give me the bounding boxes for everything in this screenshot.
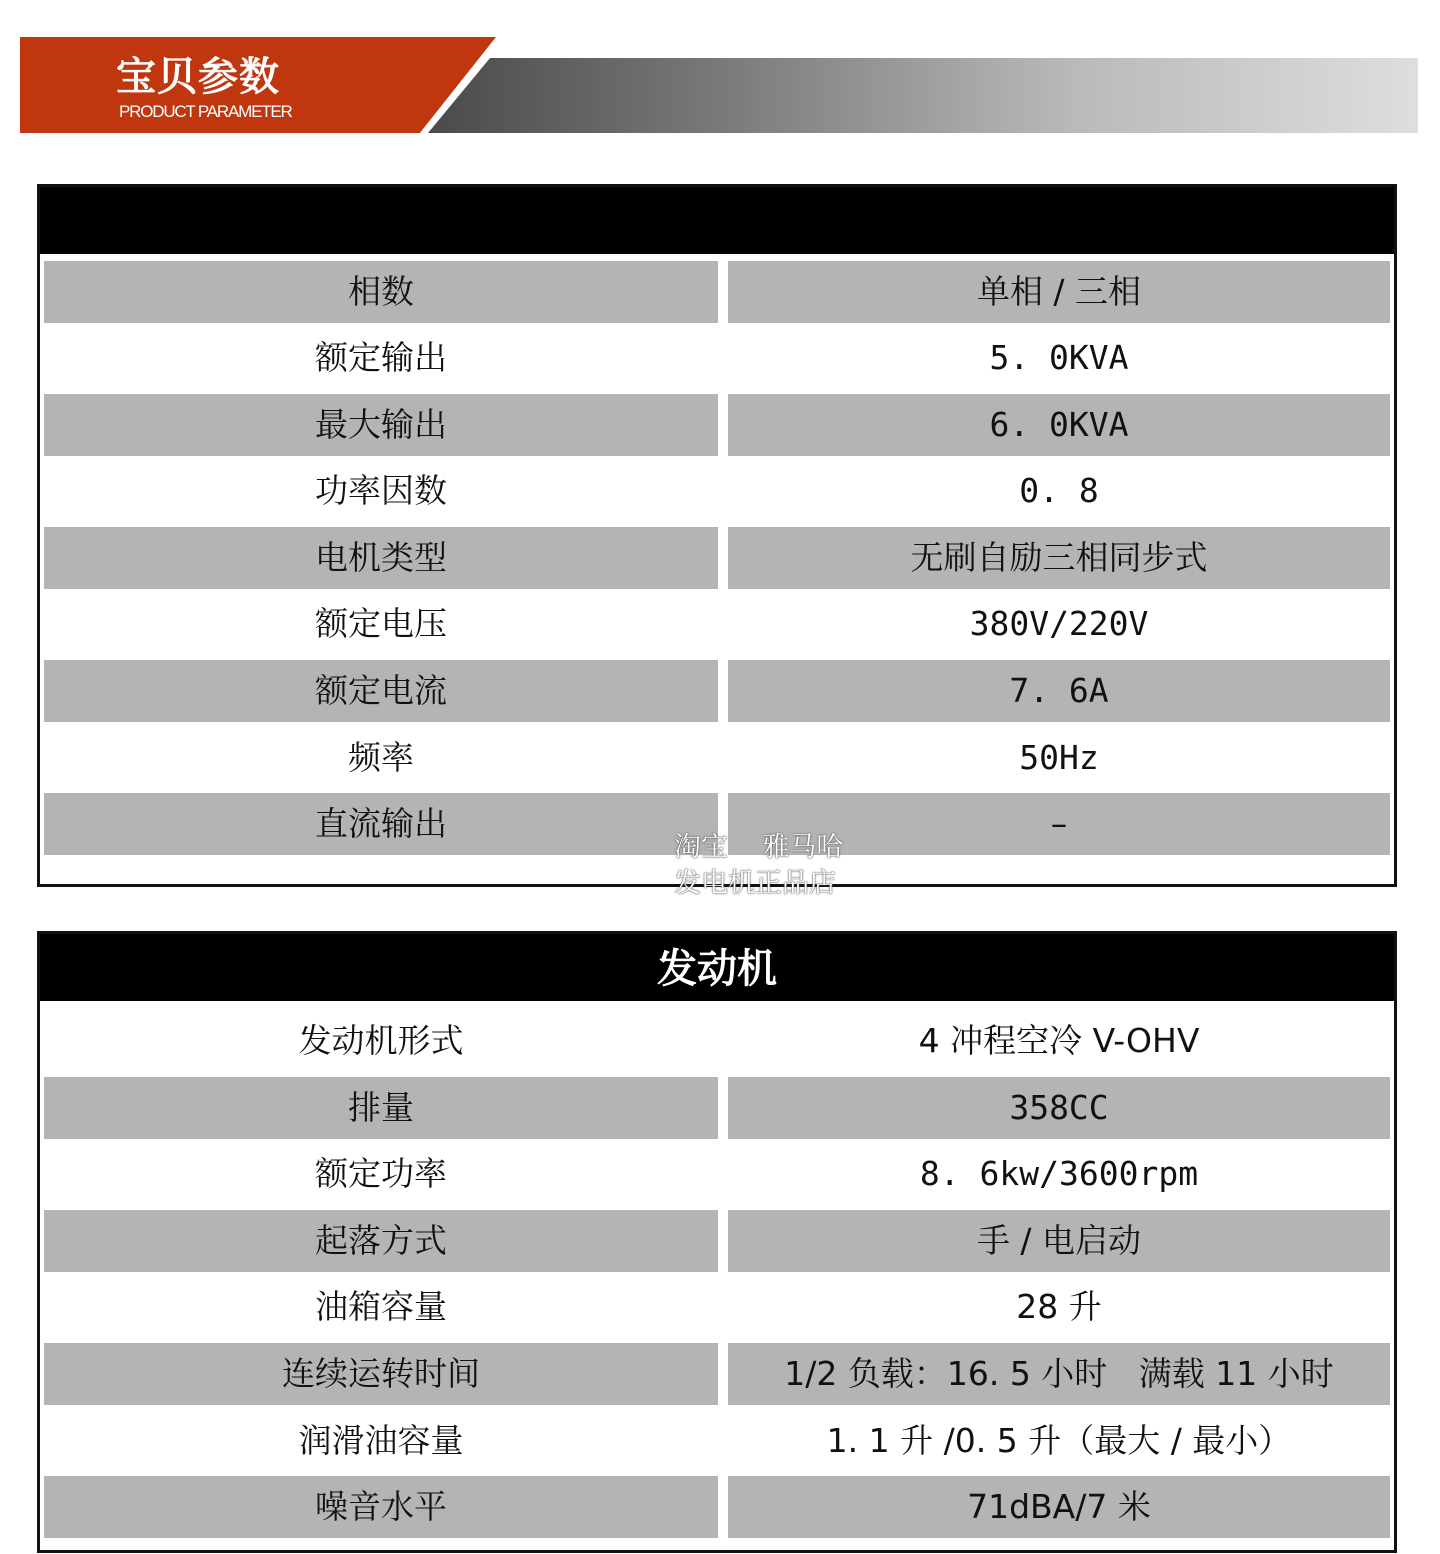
spec-label: 最大输出: [44, 394, 718, 456]
spec-label: 额定电压: [315, 604, 447, 643]
banner-title: 宝贝参数: [116, 54, 280, 100]
shop-watermark: [674, 830, 843, 902]
table-row: [44, 327, 1390, 389]
engine-spec-table: [37, 931, 1397, 1553]
spec-label: 排量: [44, 1077, 718, 1139]
table-row: [44, 593, 1390, 655]
spec-label: 功率因数: [315, 471, 447, 510]
spec-value: 380V/220V: [969, 604, 1149, 643]
spec-label: 额定电流: [44, 660, 718, 722]
spec-value: 71dBA/7 米: [728, 1476, 1390, 1538]
generator-spec-table: [37, 184, 1397, 887]
spec-label: 润滑油容量: [298, 1421, 464, 1460]
section-banner: [0, 0, 1440, 140]
banner-gradient-bar: [428, 58, 1418, 133]
spec-value: 0. 8: [1019, 471, 1099, 510]
table-row: [44, 1276, 1390, 1338]
spec-value: 50Hz: [1019, 738, 1099, 777]
table-row: [44, 727, 1390, 789]
spec-value: 28 升: [1016, 1287, 1102, 1326]
table-row: [44, 1410, 1390, 1472]
spec-value: –: [728, 793, 1390, 855]
table-row: [44, 394, 1390, 456]
spec-label: 电机类型: [44, 527, 718, 589]
spec-value: 8. 6kw/3600rpm: [919, 1154, 1199, 1193]
spec-value: 358CC: [728, 1077, 1390, 1139]
table-row: [44, 527, 1390, 589]
table-row: [44, 261, 1390, 323]
spec-label: 直流输出: [44, 793, 718, 855]
table-row: [44, 1010, 1390, 1072]
spec-label: 起落方式: [44, 1210, 718, 1272]
spec-value: 无刷自励三相同步式: [728, 527, 1390, 589]
spec-label: 油箱容量: [315, 1287, 447, 1326]
spec-value: 5. 0KVA: [989, 338, 1129, 377]
table-row: [44, 460, 1390, 522]
spec-label: 额定输出: [315, 338, 447, 377]
spec-value: 1/2 负载：16. 5 小时 满载 11 小时: [728, 1343, 1390, 1405]
watermark-line-1: 淘宝 雅马哈: [674, 832, 844, 863]
banner-subtitle: PRODUCT PARAMETER: [119, 102, 292, 121]
spec-label: 额定功率: [315, 1154, 447, 1193]
spec-value: 单相 / 三相: [728, 261, 1390, 323]
spec-label: 发动机形式: [298, 1021, 464, 1060]
spec-label: 相数: [44, 261, 718, 323]
table-row: [44, 1343, 1390, 1405]
spec-label: 噪音水平: [44, 1476, 718, 1538]
spec-label: 连续运转时间: [44, 1343, 718, 1405]
table-row: [44, 1210, 1390, 1272]
generator-table-header: [40, 187, 1394, 254]
table-row: [44, 1143, 1390, 1205]
spec-value: 4 冲程空冷 V-OHV: [918, 1021, 1200, 1060]
table-row: [44, 660, 1390, 722]
table-row: [44, 1077, 1390, 1139]
spec-value: 6. 0KVA: [728, 394, 1390, 456]
engine-table-header: 发动机: [40, 934, 1394, 1001]
spec-label: 频率: [348, 738, 414, 777]
table-row: [44, 1476, 1390, 1538]
spec-value: 1. 1 升 /0. 5 升（最大 / 最小）: [826, 1421, 1292, 1460]
spec-value: 手 / 电启动: [728, 1210, 1390, 1272]
watermark-line-2: 发电机正品店: [674, 868, 836, 899]
spec-value: 7. 6A: [728, 660, 1390, 722]
